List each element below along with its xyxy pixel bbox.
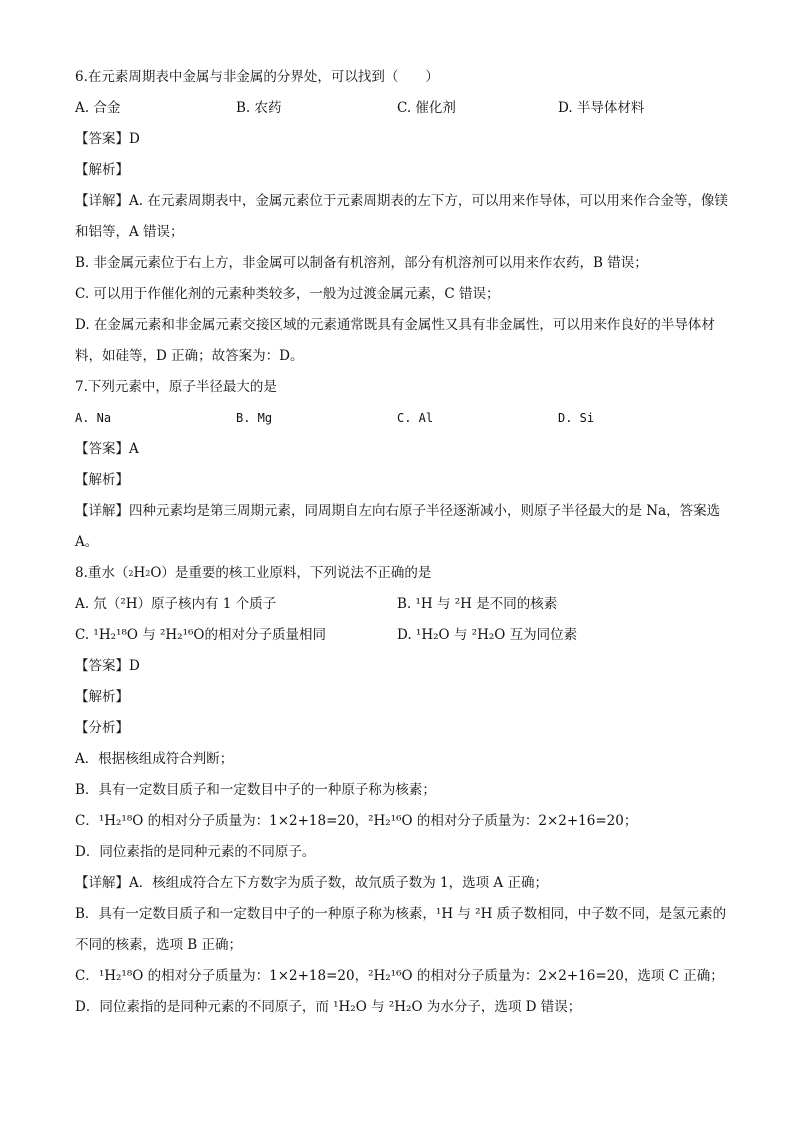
question-8-option-d: D. ¹H₂O 与 ²H₂O 互为同位素	[397, 626, 578, 643]
question-6-detail-4: D. 在金属元素和非金属元素交接区域的元素通常既具有金属性又具有非金属性，可以用来作良好的半导体材料，如硅等，D 正确；故答案为：D。	[75, 317, 715, 364]
question-8-analysis-label: 【解析】	[75, 688, 129, 705]
question-7-analysis-label: 【解析】	[75, 471, 129, 488]
question-8-option-a: A. 氘（²H）原子核内有 1 个质子	[75, 595, 277, 612]
question-7-option-d: D. Si	[558, 410, 595, 425]
question-8-answer: 【答案】D	[75, 657, 140, 674]
question-6-detail-1: 【详解】A. 在元素周期表中，金属元素位于元素周期表的左下方，可以用来作导体，可以用来作合金等，像镁和铝等，A 错误；	[75, 193, 728, 240]
question-6-stem: 6.在元素周期表中金属与非金属的分界处，可以找到（ ）	[75, 68, 439, 85]
question-8-fenxi-b: B．具有一定数目质子和一定数目中子的一种原子称为核素；	[75, 781, 436, 798]
question-6-detail-3: C. 可以用于作催化剂的元素种类较多，一般为过渡金属元素，C 错误；	[75, 285, 500, 302]
question-7-option-c: C. Al	[397, 410, 434, 425]
question-8-option-b: B. ¹H 与 ²H 是不同的核素	[397, 595, 558, 612]
question-8-detail-a: 【详解】A．核组成符合左下方数字为质子数，故氘质子数为 1，选项 A 正确；	[75, 874, 548, 891]
question-8-options-row-1	[75, 589, 734, 620]
question-8-detail-d: D．同位素指的是同种元素的不同原子，而 ¹H₂O 与 ²H₂O 为水分子，选项 D 错误；	[75, 998, 582, 1015]
question-7-options	[75, 403, 734, 434]
question-7-stem: 7.下列元素中，原子半径最大的是	[75, 378, 277, 395]
question-6-detail-2: B. 非金属元素位于右上方，非金属可以制备有机溶剂，部分有机溶剂可以用来作农药，B 错误；	[75, 254, 648, 271]
question-7-option-a: A. Na	[75, 410, 112, 425]
question-8-options-row-2	[75, 620, 734, 651]
question-6-answer: 【答案】D	[75, 130, 140, 147]
question-6-option-c: C. 催化剂	[397, 99, 456, 116]
question-8-detail-b: B．具有一定数目质子和一定数目中子的一种原子称为核素，¹H 与 ²H 质子数相同，中子数不同，是氢元素的不同的核素，选项 B 正确；	[75, 906, 727, 953]
question-8-option-c: C. ¹H₂¹⁸O 与 ²H₂¹⁶O的相对分子质量相同	[75, 626, 326, 643]
question-8-fenxi-c: C．¹H₂¹⁸O 的相对分子质量为：1×2+18=20，²H₂¹⁶O 的相对分子质量为：2×2+16=20；	[75, 812, 638, 829]
question-6-option-d: D. 半导体材料	[558, 99, 645, 116]
question-8-stem: 8.重水（ 2 H 2 O）是重要的核工业原料，下列说法不正确的是	[75, 564, 432, 581]
question-6-options	[75, 93, 734, 124]
question-6-analysis-label: 【解析】	[75, 161, 129, 178]
question-7-option-b: B. Mg	[236, 410, 273, 425]
question-8-fenxi-label: 【分析】	[75, 719, 129, 736]
question-8-fenxi-a: A．根据核组成符合判断；	[75, 750, 234, 767]
question-8-fenxi-d: D．同位素指的是同种元素的不同原子。	[75, 843, 316, 860]
question-7-answer: 【答案】A	[75, 440, 139, 457]
question-8-detail-c: C．¹H₂¹⁸O 的相对分子质量为：1×2+18=20，²H₂¹⁶O 的相对分子质量为：2×2+16=20，选项 C 正确；	[75, 967, 724, 984]
question-6-option-a: A. 合金	[75, 99, 121, 116]
question-7-detail: 【详解】四种元素均是第三周期元素，同周期自左向右原子半径逐渐减小，则原子半径最大的是 Na，答案选 A。	[75, 503, 721, 550]
question-6-option-b: B. 农药	[236, 99, 282, 116]
